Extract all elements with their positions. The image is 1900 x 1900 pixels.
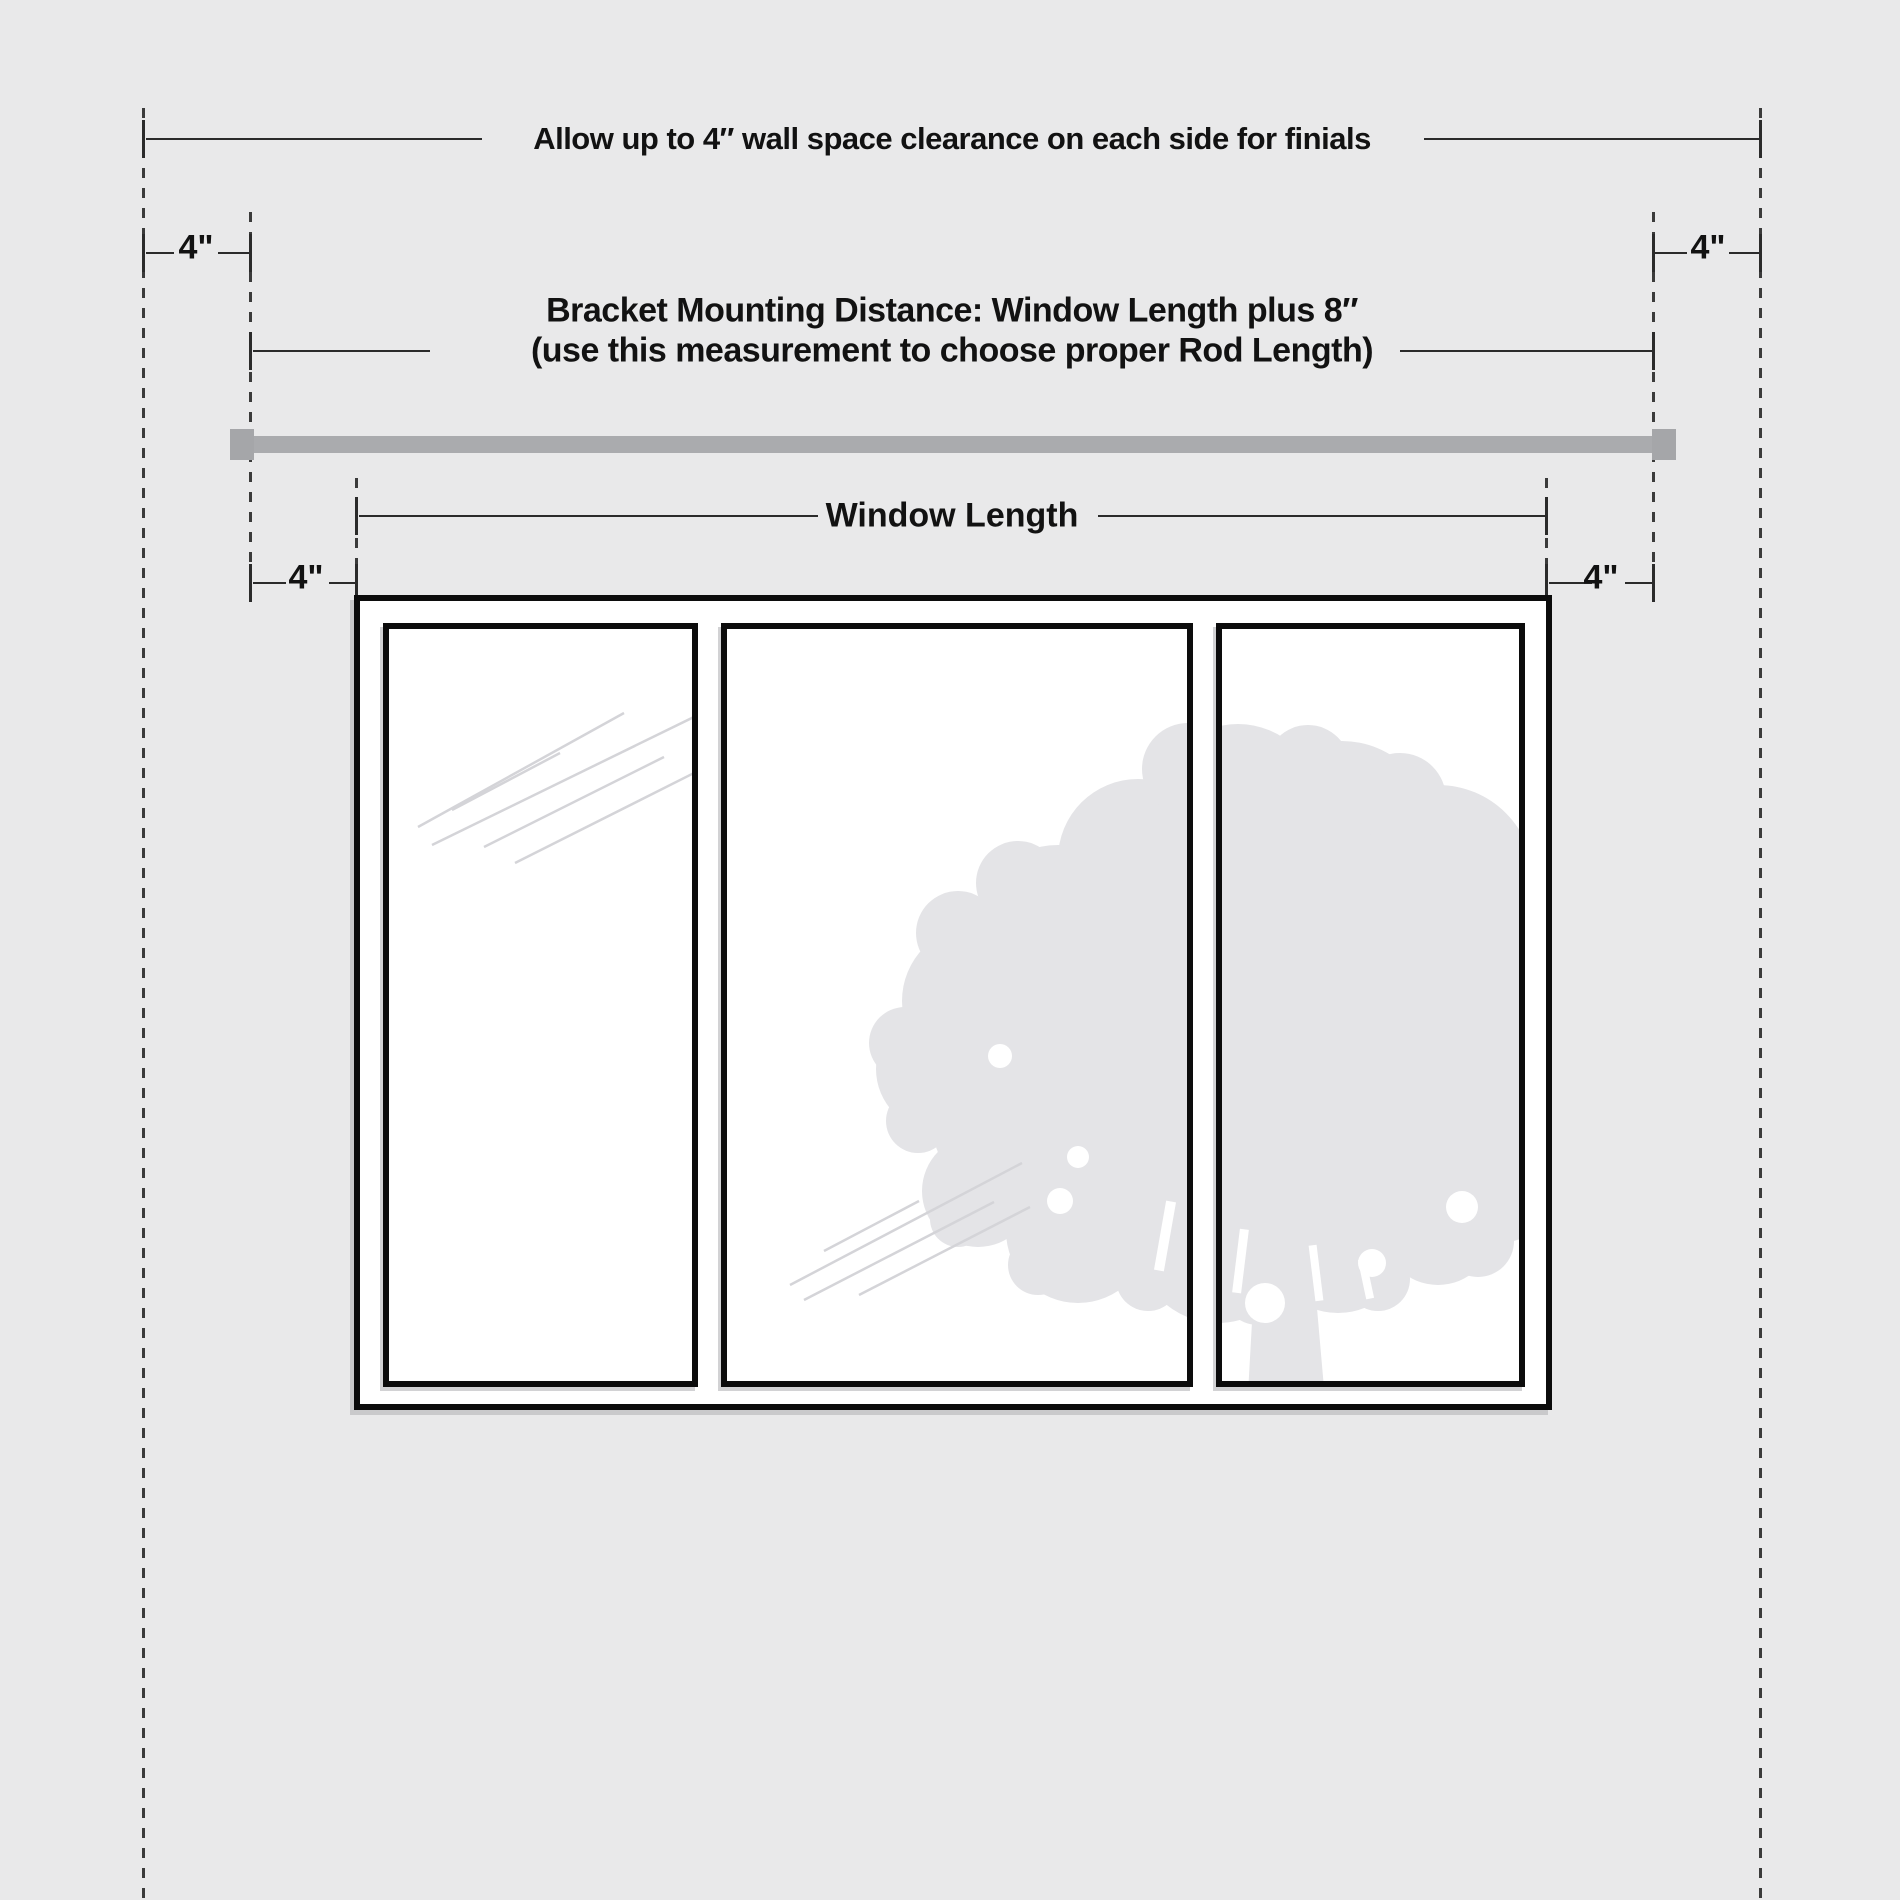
window-length-label: Window Length [825,496,1079,535]
gap-top-right-label: 4" [1690,228,1726,267]
curtain-rod [240,436,1664,453]
dim-tick [249,564,252,602]
dim-tick [355,497,358,535]
dim-tick [142,120,145,158]
gap-dimension-line [218,252,250,254]
bracket-dimension-line [253,350,430,352]
gap-dimension-line [146,252,174,254]
rod-finial-left [230,429,254,460]
guide-dashed-outer-left [142,108,145,1900]
gap-dimension-line [1729,252,1760,254]
dim-tick [142,234,145,272]
window-length-dimension-line [1098,515,1546,517]
clearance-label: Allow up to 4″ wall space clearance on each side for finials [533,120,1371,156]
clearance-dimension-line [146,138,482,140]
clearance-dimension-line [1424,138,1760,140]
pane-glass-scene [721,623,1193,1387]
gap-dimension-line [253,582,286,584]
pane-glass-scene [1216,623,1525,1387]
guide-dashed-outer-right [1759,108,1762,1900]
window-frame [354,595,1552,1410]
gap-dimension-line [329,582,356,584]
rod-finial-right [1652,429,1676,460]
window-length-dimension-line [359,515,818,517]
window-pane-left [383,623,698,1387]
dim-tick [249,332,252,370]
window-pane-center [721,623,1193,1387]
bracket-distance-label-line1: Bracket Mounting Distance: Window Length plus 8″ [546,291,1358,330]
pane-glass-scene [383,623,698,1387]
gap-bottom-left-label: 4" [288,558,324,597]
gap-dimension-line [1625,582,1653,584]
bracket-distance-label-line2: (use this measurement to choose proper Rod Length) [530,331,1374,370]
gap-bottom-right-label: 4" [1583,558,1619,597]
gap-dimension-line [1655,252,1687,254]
gap-top-left-label: 4" [178,228,214,267]
window-pane-right [1216,623,1525,1387]
bracket-dimension-line [1400,350,1653,352]
